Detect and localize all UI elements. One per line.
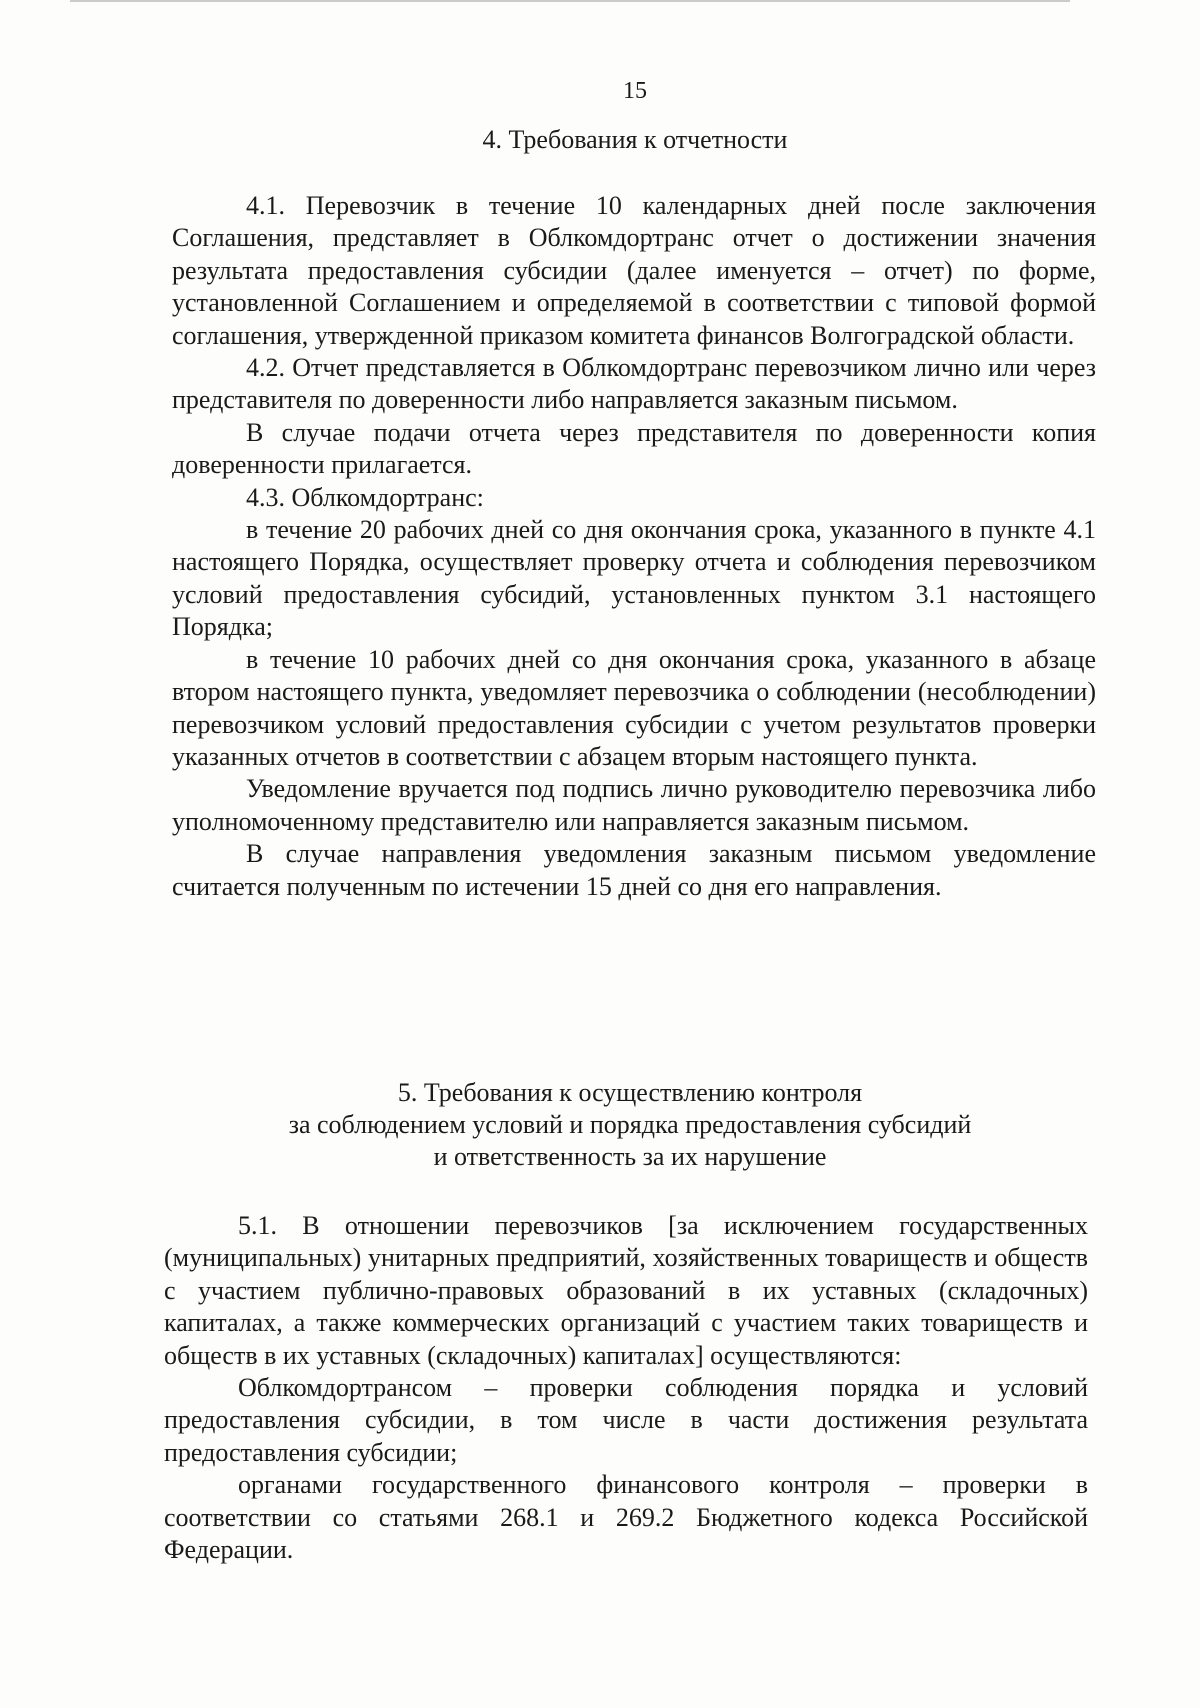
- paragraph-4-3-mail: В случае направления уведомления заказным письмом уведомление считается полученным по истечении 15 дней со дня его направления.: [172, 839, 1096, 901]
- page-number: 15: [623, 78, 647, 104]
- section-5-title-line-1: 5. Требования к осуществлению контроля: [397, 1078, 863, 1107]
- paragraph-4-1: 4.1. Перевозчик в течение 10 календарных дней после заключения Соглашения, представляет в Облкомдортранс отчет о достижении значения результата предоставления субсидии (далее именуется – отчет) по форме, установленной Соглашением и определяемой в соответствии с типовой формой соглашения, утвержденной приказом комитета финансов Волгоградской области.: [172, 191, 1096, 350]
- paragraph-4-3: 4.3. Облкомдортранс:: [246, 482, 484, 512]
- section-5-title-line-2: за соблюдением условий и порядка предоставления субсидий: [288, 1110, 972, 1139]
- paragraph-5-1: 5.1. В отношении перевозчиков [за исключением государственных (муниципальных) унитарных предприятий, хозяйственных товариществ и обществ с участием публично-правовых образований в их уставных (складочных) капиталах, а также коммерческих организаций с участием таких товариществ и обществ в их уставных (складочных) капиталах] осуществляются:: [164, 1211, 1088, 1370]
- section-4-body: [172, 190, 1096, 903]
- section-5-title-line-3: и ответственность за их нарушение: [433, 1142, 827, 1171]
- paragraph-5-1-financial-control: органами государственного финансового контроля – проверки в соответствии со статьями 268.1 и 269.2 Бюджетного кодекса Российской Федерации.: [164, 1470, 1088, 1565]
- paragraph-4-3-delivery: Уведомление вручается под подпись лично руководителю перевозчика либо уполномоченному представителю или направляется заказным письмом.: [172, 774, 1096, 836]
- paragraph-4-3-check: в течение 20 рабочих дней со дня окончания срока, указанного в пункте 4.1 настоящего Порядка, осуществляет проверку отчета и соблюдения перевозчиком условий предоставления субсидий, установленных пунктом 3.1 настоящего Порядка;: [172, 515, 1096, 642]
- scan-edge-line: [70, 0, 1070, 2]
- section-4-title: 4. Требования к отчетности: [482, 125, 788, 154]
- paragraph-5-1-oblkomdortrans: Облкомдортрансом – проверки соблюдения порядка и условий предоставления субсидии, в том числе в части достижения результата предоставления субсидии;: [164, 1373, 1088, 1467]
- paragraph-4-3-notify: в течение 10 рабочих дней со дня окончания срока, указанного в абзаце втором настоящего пункта, уведомляет перевозчика о соблюдении (несоблюдении) перевозчиком условий предоставления субсидии с учетом результатов проверки указанных отчетов в соответствии с абзацем вторым настоящего пункта.: [172, 644, 1096, 771]
- paragraph-4-2-copy: В случае подачи отчета через представителя по доверенности копия доверенности прилагается.: [172, 417, 1096, 480]
- section-5-body: [164, 1210, 1088, 1566]
- section-5-title: [0, 1077, 1200, 1173]
- paragraph-4-2: 4.2. Отчет представляется в Облкомдортранс перевозчиком лично или через представителя по доверенности либо направляется заказным письмом.: [172, 353, 1096, 415]
